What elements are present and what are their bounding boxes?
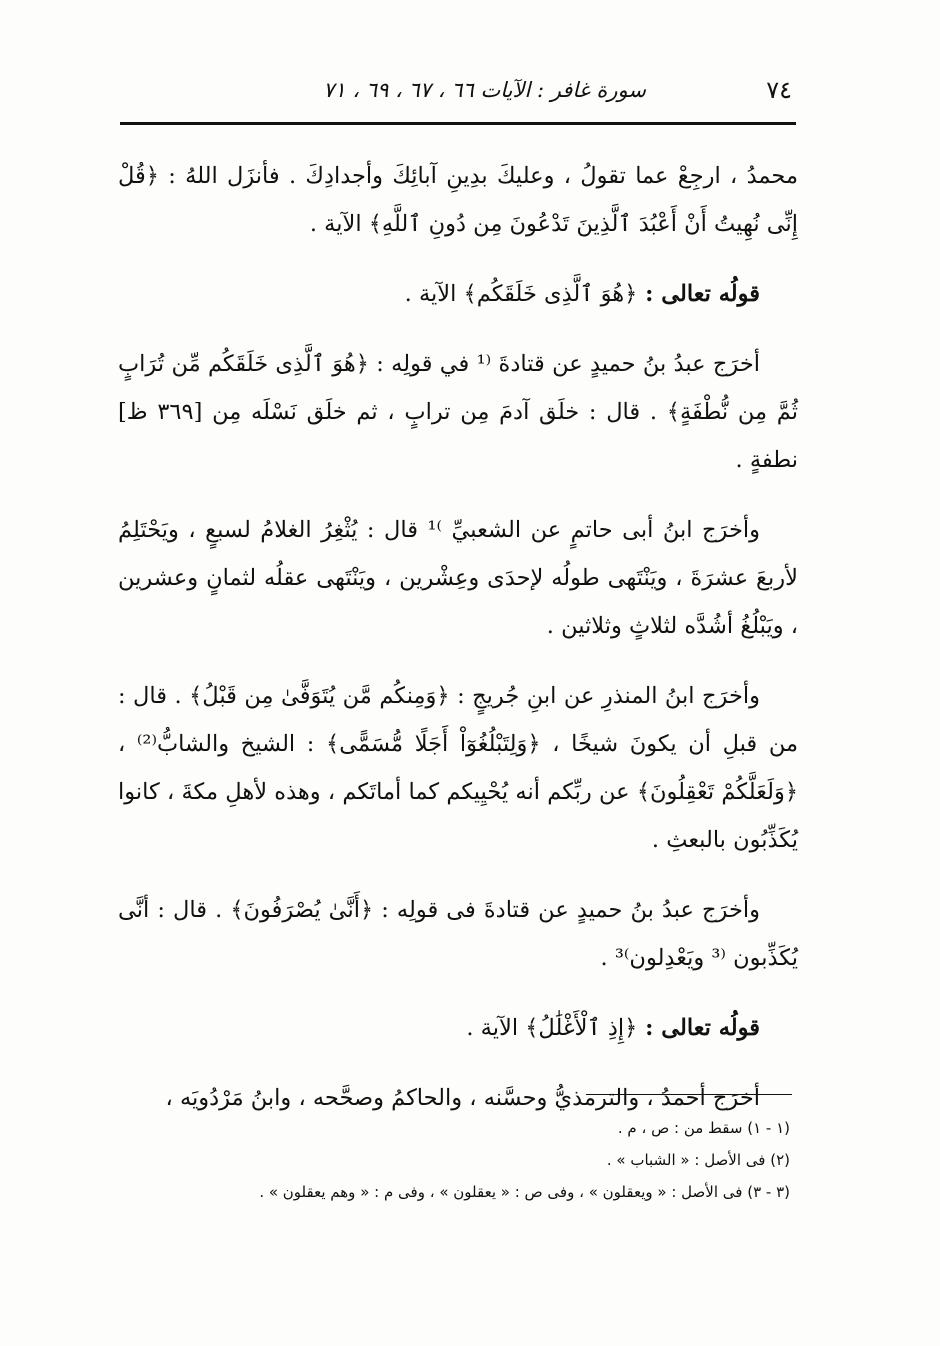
main-text	[118, 152, 798, 1144]
footnote-rule	[586, 1094, 792, 1095]
footnote: (٢) فى الأصل : « الشباب » .	[606, 1151, 790, 1169]
footnote: (٣ - ٣) فى الأصل : « ويعقلون » ، وفى ص : « يعقلون » ، وفى م : « وهم يعقلون » .	[259, 1183, 790, 1201]
heading-verse: ﴿إِذِ ٱلْأَغْلَٰلُ﴾ الآية .	[466, 1015, 638, 1041]
paragraph: وأخرَج ابنُ أبى حاتمٍ عن الشعبيِّ ⁾¹ قال : يُثْغِرُ الغلامُ لسبعٍ ، ويَحْتَلِمُ لأربعَ عشرَةَ ، ويَنْتَهى طولُه لإحدَى وعِشْرين ، ويَنْتَهى عقلُه لثمانٍ وعشرين ، ويَبْلُغُ أشُدَّه لثلاثٍ وثلاثين .	[118, 517, 798, 639]
paragraph: أخرَج عبدُ بنُ حميدٍ عن قتادةَ ⁽¹ في قولِه : ﴿هُوَ ٱلَّذِى خَلَقَكُم مِّن تُرَابٍ ثُمَّ مِن نُّطْفَةٍ﴾ . قال : خلَق آدمَ مِن ترابٍ ، ثم خلَق نَسْلَه مِن [٣٦٩ ظ] نطفةٍ .	[118, 351, 798, 473]
paragraph: وأخرَج عبدُ بنُ حميدٍ عن قتادةَ فى قولِه : ﴿أَنَّىٰ يُصْرَفُونَ﴾ . قال : أنَّى يُكَذِّبون ⁽³ ويَعْدِلون⁾³ .	[118, 897, 798, 971]
header-rule	[120, 122, 796, 125]
footnotes	[118, 1112, 798, 1208]
running-head	[120, 70, 796, 110]
heading-verse: ﴿هُوَ ٱلَّذِى خَلَقَكُم﴾ الآية .	[404, 281, 638, 307]
running-title: سورة غافر : الآيات ٦٦ ، ٦٧ ، ٦٩ ، ٧١	[323, 78, 646, 102]
verse-heading	[118, 1004, 798, 1052]
heading-label: قولُه تعالى :	[645, 281, 760, 307]
footnote: (١ - ١) سقط من : ص ، م .	[617, 1119, 790, 1137]
heading-label: قولُه تعالى :	[645, 1015, 760, 1041]
paragraph-continuation: محمدُ ، ارجِعْ عما تقولُ ، وعليكَ بدِينِ آبائِكَ وأجدادِكَ . فأنزَل اللهُ : ﴿قُلْ إِنِّى نُهِيتُ أَنْ أَعْبُدَ ٱلَّذِينَ تَدْعُونَ مِن دُونِ ٱللَّهِ﴾ الآية .	[118, 163, 798, 237]
verse-heading	[118, 270, 798, 318]
page-number: ٧٤	[766, 76, 792, 104]
paragraph: وأخرَج ابنُ المنذرِ عن ابنِ جُريجٍ : ﴿وَمِنكُم مَّن يُتَوَفَّىٰ مِن قَبْلُ﴾ . قال : من قبلِ أن يكونَ شيخًا ، ﴿وَلِتَبْلُغُوٓاْ أَجَلًا مُّسَمًّى﴾ : الشيخ والشابُّ⁽²⁾ ، ﴿وَلَعَلَّكُمْ تَعْقِلُونَ﴾ عن ربِّكم أنه يُحْيِيكم كما أماتَكم ، وهذه لأهلِ مكةَ ، كانوا يُكَذِّبُون بالبعثِ .	[118, 683, 799, 853]
paragraph: أخرَج أحمدُ ، والترمذيُّ وحسَّنه ، والحاكمُ وصحَّحه ، وابنُ مَرْدُويَه ،	[165, 1085, 760, 1111]
